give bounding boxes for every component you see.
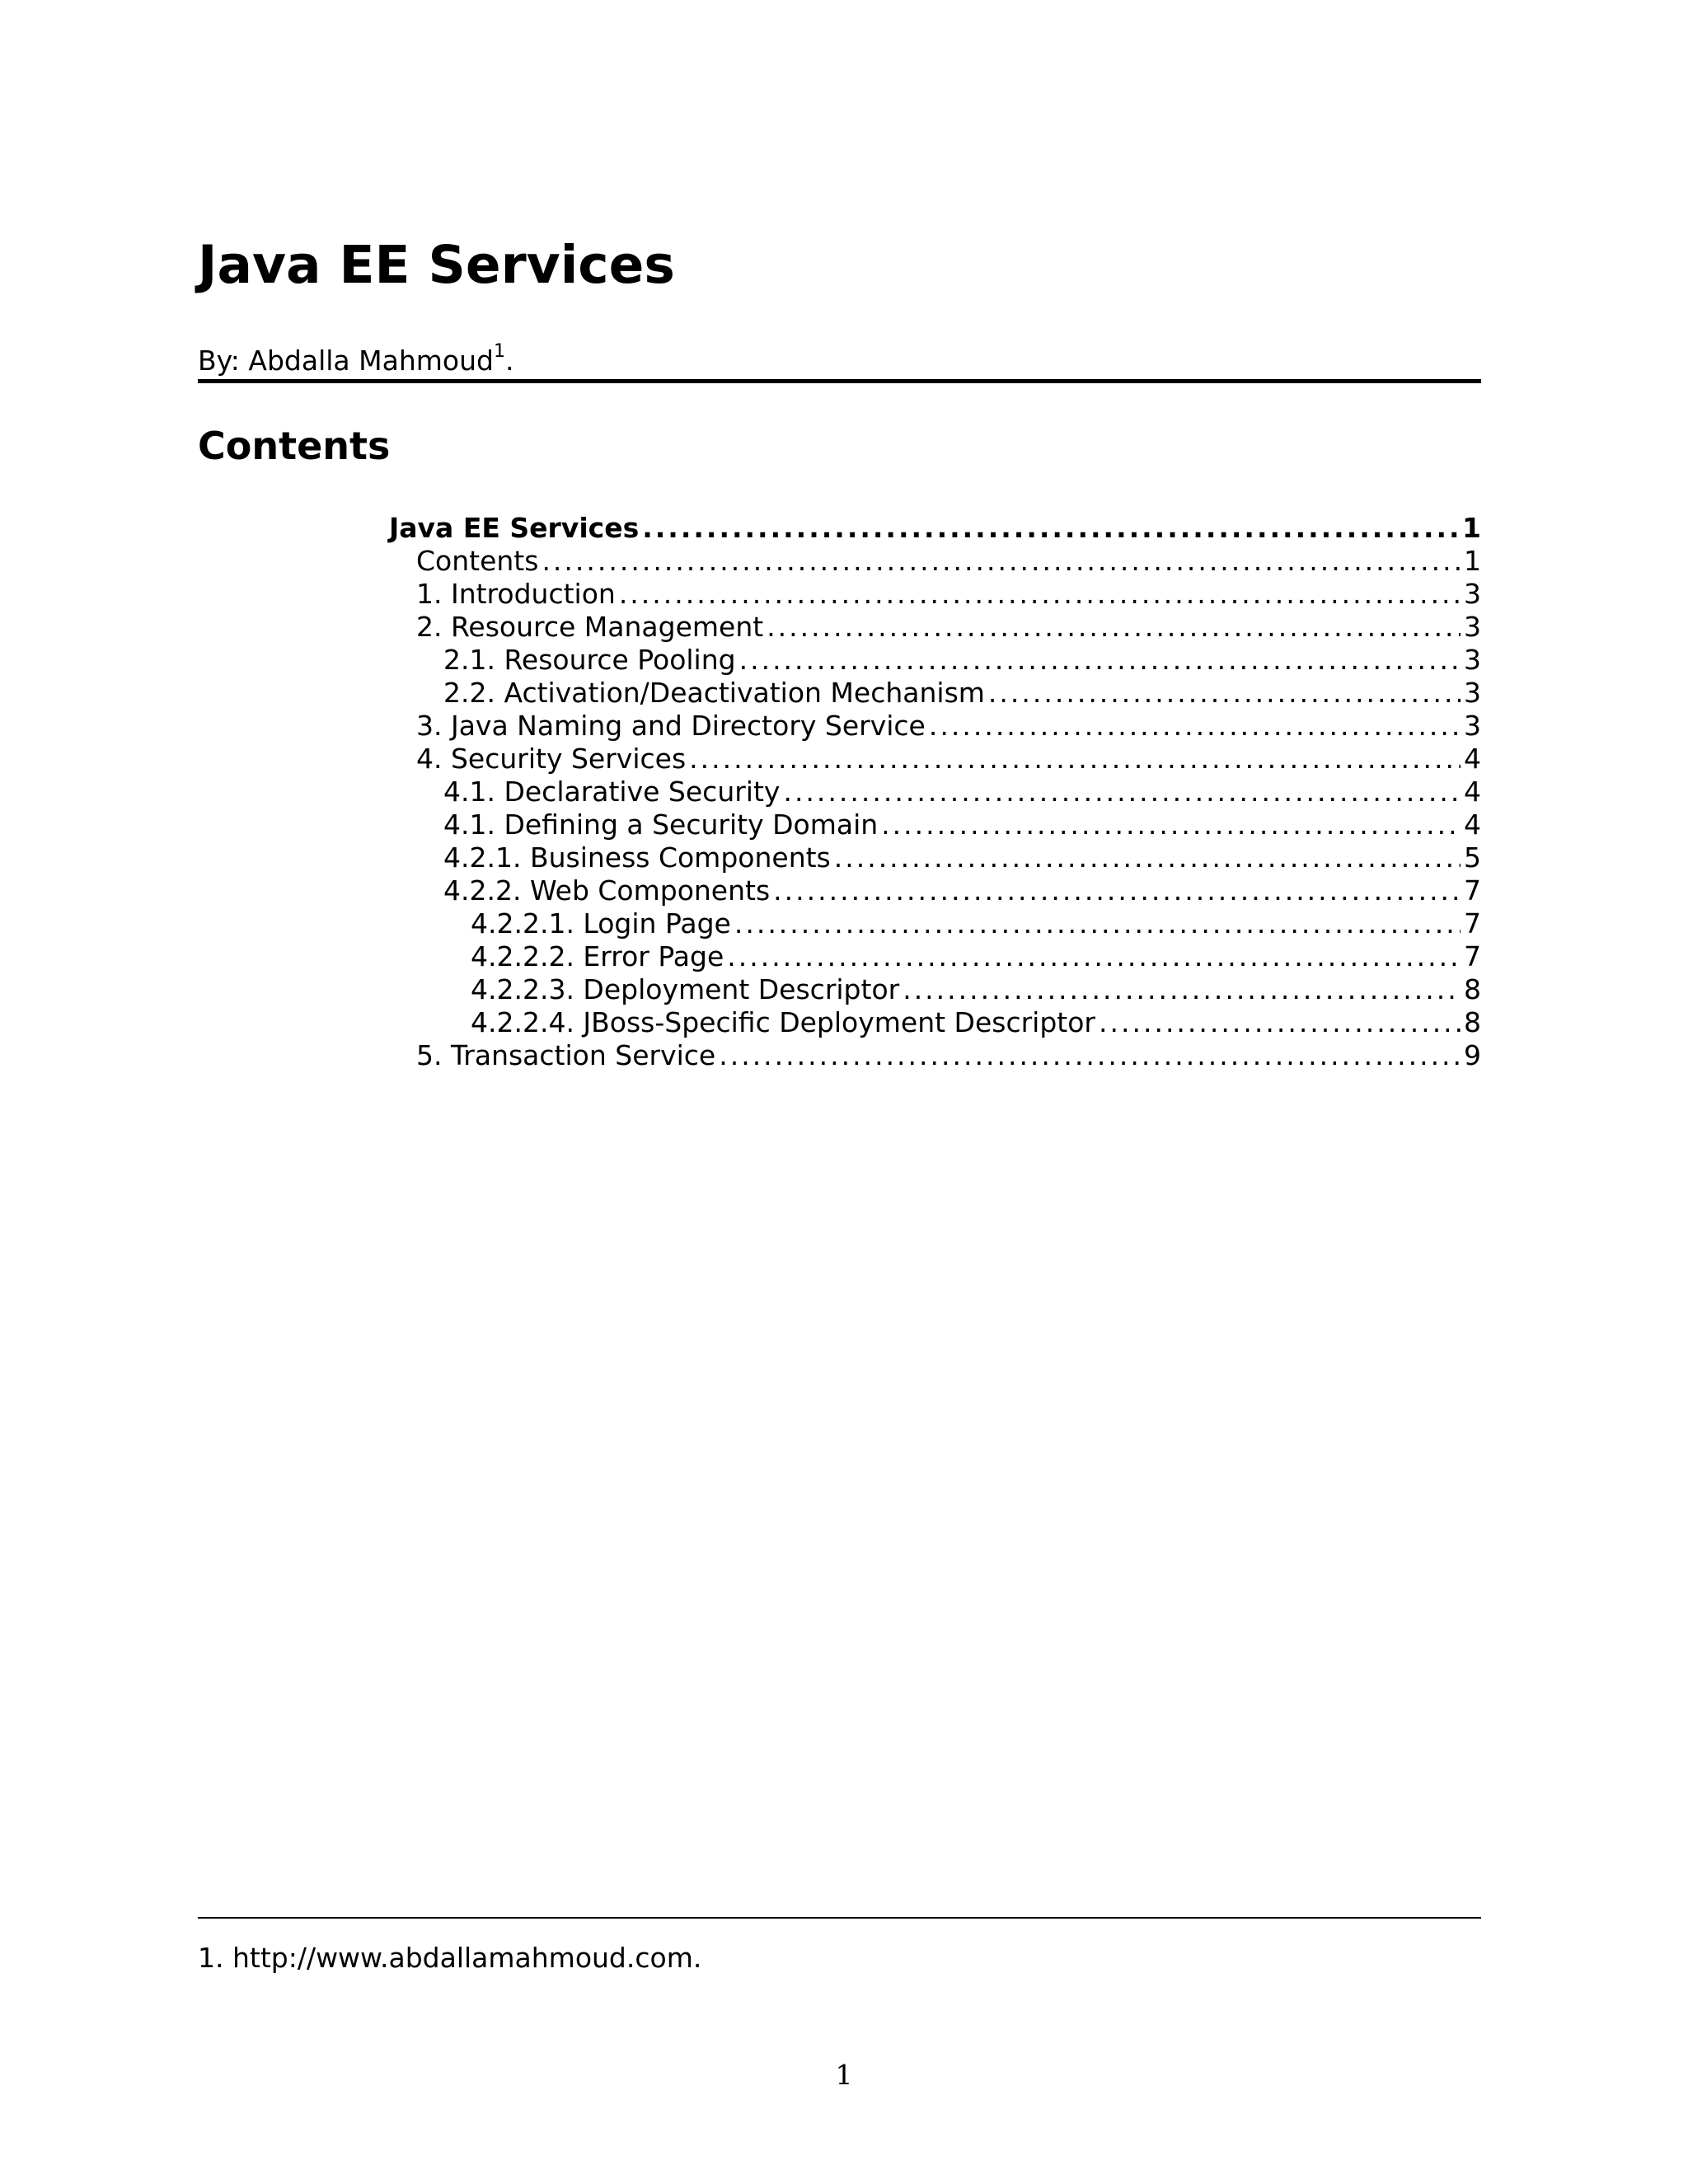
toc-entry[interactable] (389, 1006, 1481, 1039)
toc-entry-page: 7 (1464, 940, 1481, 972)
toc-dot-leader (783, 776, 1461, 808)
toc-entry-label: 4.1. Declarative Security (443, 776, 781, 808)
toc-entry[interactable] (389, 644, 1481, 677)
toc-dot-leader (988, 677, 1461, 710)
toc-dot-leader (542, 545, 1461, 578)
toc-entry-page: 3 (1464, 611, 1481, 643)
page-number: 1 (835, 2059, 853, 2091)
toc-entry[interactable] (389, 578, 1481, 611)
byline-suffix: . (504, 344, 514, 377)
toc-dot-leader (727, 940, 1461, 973)
toc-entry-label: Java EE Services (389, 512, 640, 544)
toc-entry-page: 8 (1464, 973, 1481, 1005)
toc-entry[interactable] (389, 512, 1481, 545)
toc-entry-page: 4 (1464, 776, 1481, 808)
toc-dot-leader (834, 841, 1461, 874)
toc-entry-label: 2. Resource Management (416, 611, 764, 643)
table-of-contents (389, 512, 1481, 1072)
toc-entry-label: 4.1. Defining a Security Domain (443, 808, 879, 841)
toc-entry-label: 3. Java Naming and Directory Service (416, 710, 926, 742)
toc-entry-label: 1. Introduction (416, 578, 616, 610)
toc-dot-leader (1099, 1006, 1461, 1039)
toc-entry[interactable] (389, 677, 1481, 710)
toc-dot-leader (773, 874, 1461, 907)
toc-entry-page: 4 (1464, 743, 1481, 775)
toc-entry-label: 2.2. Activation/Deactivation Mechanism (443, 677, 985, 709)
toc-dot-leader (719, 1039, 1461, 1072)
toc-entry-page: 1 (1464, 545, 1481, 577)
toc-entry[interactable] (389, 1039, 1481, 1072)
toc-dot-leader (734, 907, 1461, 940)
toc-entry-label: 5. Transaction Service (416, 1039, 716, 1071)
toc-entry-page: 3 (1464, 710, 1481, 742)
toc-entry-page: 1 (1462, 512, 1481, 544)
footnote: 1. http://www.abdallamahmoud.com. (198, 1942, 702, 1974)
toc-entry-label: 4.2.2.1. Login Page (471, 907, 731, 940)
toc-entry-page: 9 (1464, 1039, 1481, 1071)
toc-entry-page: 3 (1464, 644, 1481, 676)
toc-entry-label: 4.2.2.2. Error Page (471, 940, 724, 972)
toc-entry-page: 7 (1464, 907, 1481, 940)
toc-entry-page: 5 (1464, 841, 1481, 874)
author-byline (198, 341, 514, 377)
toc-entry-label: Contents (416, 545, 539, 577)
toc-entry-label: 4. Security Services (416, 743, 687, 775)
toc-dot-leader (767, 611, 1461, 644)
toc-entry[interactable] (389, 611, 1481, 644)
toc-entry-page: 3 (1464, 578, 1481, 610)
toc-entry-page: 7 (1464, 874, 1481, 907)
toc-dot-leader (739, 644, 1461, 677)
title-divider (198, 379, 1481, 383)
byline-prefix: By: (198, 344, 249, 377)
contents-heading: Contents (198, 424, 391, 468)
toc-entry[interactable] (389, 907, 1481, 940)
toc-entry-label: 4.2.2. Web Components (443, 874, 771, 907)
toc-entry[interactable] (389, 973, 1481, 1006)
document-title: Java EE Services (198, 235, 675, 295)
toc-entry[interactable] (389, 940, 1481, 973)
toc-entry-label: 4.2.2.3. Deployment Descriptor (471, 973, 900, 1005)
toc-entry[interactable] (389, 710, 1481, 743)
toc-entry[interactable] (389, 545, 1481, 578)
toc-entry[interactable] (389, 776, 1481, 808)
toc-entry[interactable] (389, 808, 1481, 841)
toc-dot-leader (929, 710, 1461, 743)
toc-dot-leader (903, 973, 1461, 1006)
toc-dot-leader (642, 512, 1459, 545)
toc-entry-label: 4.2.2.4. JBoss-Specific Deployment Descriptor (471, 1006, 1095, 1038)
toc-dot-leader (619, 578, 1461, 611)
toc-entry-page: 8 (1464, 1006, 1481, 1038)
footnote-reference[interactable]: 1 (493, 341, 505, 362)
toc-entry[interactable] (389, 743, 1481, 776)
author-name: Abdalla Mahmoud (248, 344, 494, 377)
toc-entry[interactable] (389, 841, 1481, 874)
toc-entry-label: 2.1. Resource Pooling (443, 644, 736, 676)
footnote-divider (198, 1917, 1481, 1919)
toc-entry[interactable] (389, 874, 1481, 907)
toc-dot-leader (689, 743, 1461, 776)
toc-dot-leader (881, 808, 1461, 841)
toc-entry-label: 4.2.1. Business Components (443, 841, 831, 874)
toc-entry-page: 3 (1464, 677, 1481, 709)
toc-entry-page: 4 (1464, 808, 1481, 841)
